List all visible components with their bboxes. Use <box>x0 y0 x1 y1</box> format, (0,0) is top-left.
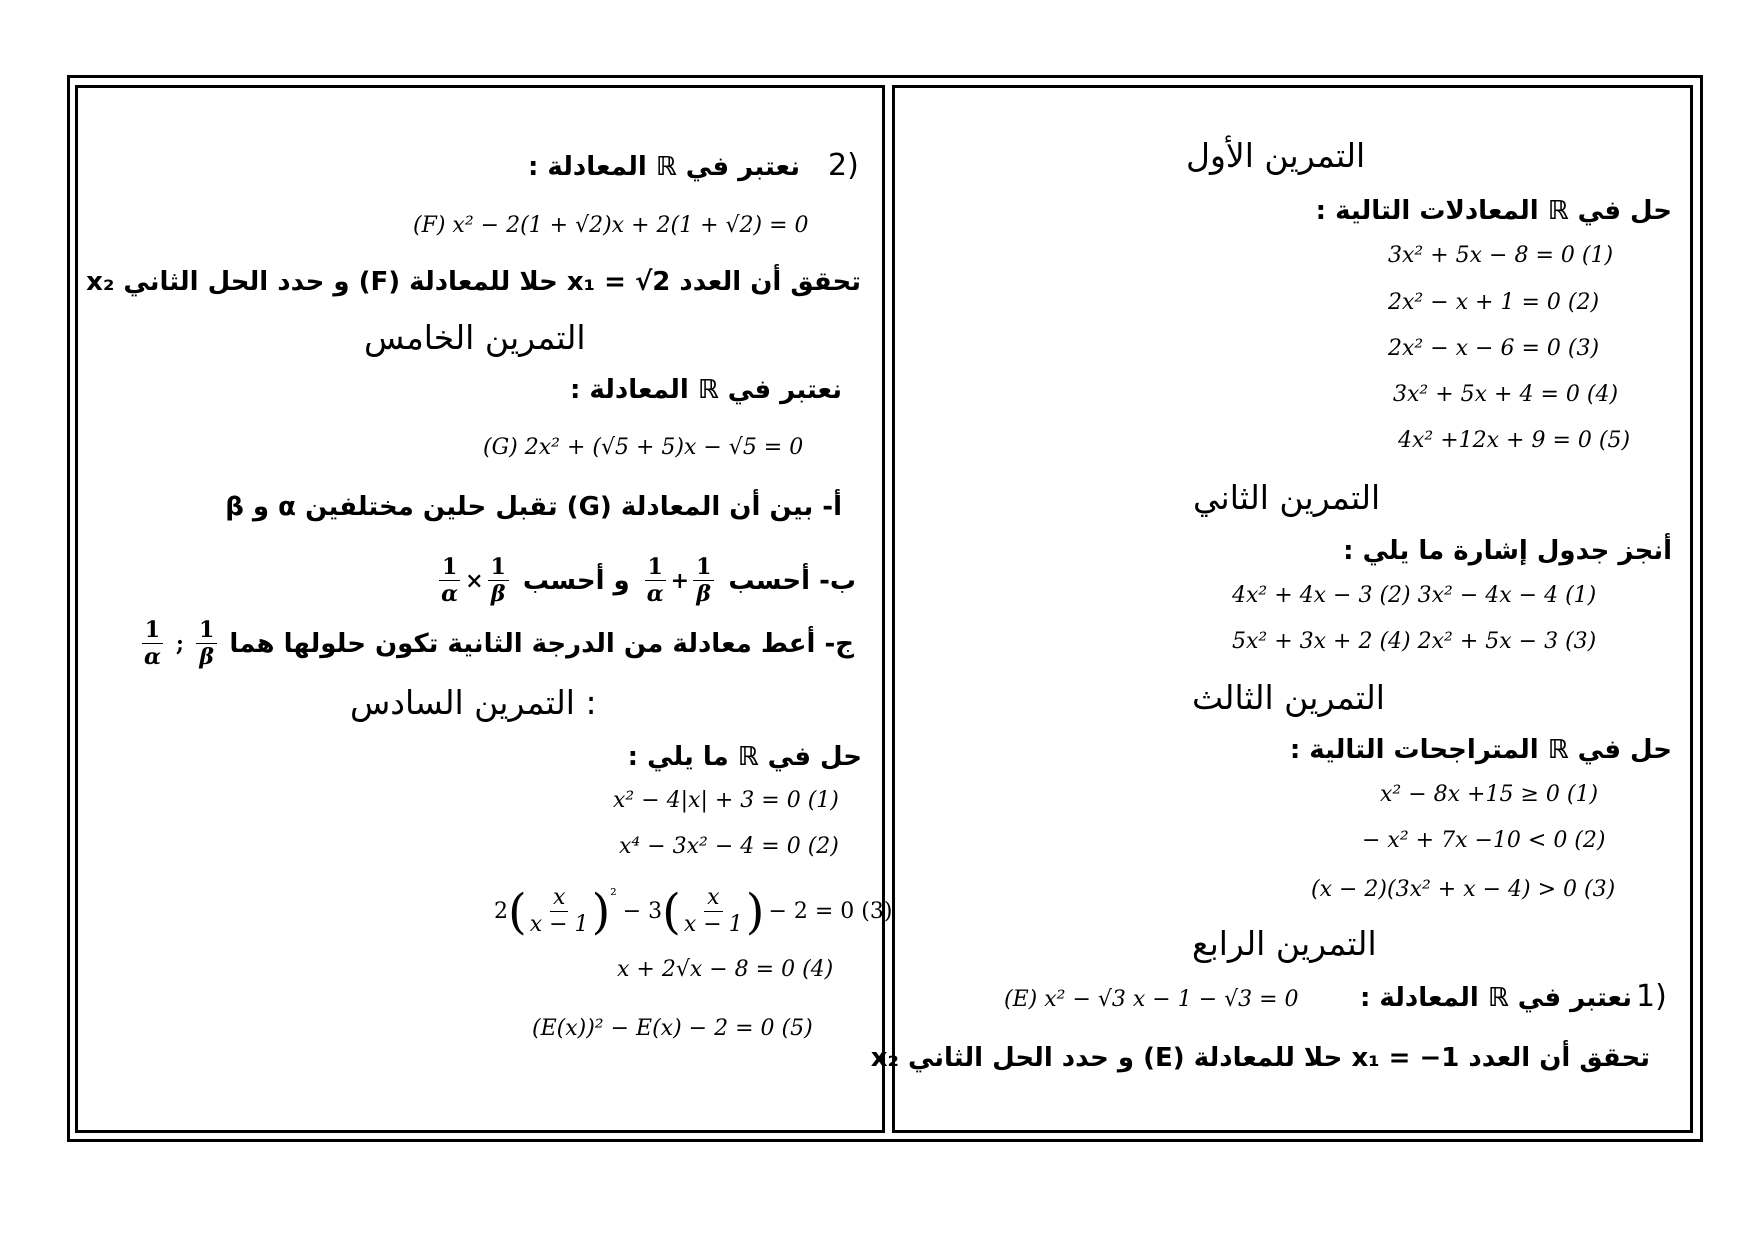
exercise-1-equation-1: 3x² + 5x − 8 = 0 (1) <box>1388 243 1614 268</box>
fraction-x-over-x-minus-1: $\frac{x}{x - 1}$ <box>683 885 743 937</box>
exercise-6-instruction: حل في ℝ ما يلي : <box>627 742 862 772</box>
exercise-4-title: التمرين الرابع <box>1192 924 1377 963</box>
exercise-1-equation-3: 2x² − x − 6 = 0 (3) <box>1388 336 1600 361</box>
roots-reciprocals: $\frac{1}{\alpha}$ ; $\frac{1}{\beta}$ <box>141 617 217 670</box>
exercise-4-part-2-equation: (F) x² − 2(1 + √2)x + 2(1 + √2) = 0 <box>413 213 809 238</box>
fraction-one-over-alpha: $\frac{1}{\alpha}$ <box>644 554 667 607</box>
exercise-1-equation-5: 4x² +12x + 9 = 0 (5) <box>1398 428 1631 453</box>
exercise-4-part-2-verify-text: تحقق أن العدد x₁ = √2 حلا للمعادلة (F) و حدد الحل الثاني x₂ <box>86 267 861 297</box>
exercise-1-equation-2: 2x² − x + 1 = 0 (2) <box>1388 290 1600 315</box>
exercise-6-equation-4: x + 2√x − 8 = 0 (4) <box>617 957 834 982</box>
exercise-2-instruction: أنجز جدول إشارة ما يلي : <box>1343 536 1672 566</box>
part-b-label: ب- أحسب <box>728 565 856 596</box>
exercise-3-inequality-3: (x − 2)(3x² + x − 4) > 0 (3) <box>1311 877 1616 902</box>
exercise-4-part-1-number: 1) <box>1636 979 1667 1014</box>
exercise-3-instruction: حل في ℝ المتراجحات التالية : <box>1289 735 1672 765</box>
exercise-4-verify-text: تحقق أن العدد x₁ = −1 حلا للمعادلة (E) و حدد الحل الثاني x₂ <box>870 1043 1650 1073</box>
exercise-3-title: التمرين الثالث <box>1192 678 1385 717</box>
exercise-6-equation-3: 2 ( $\frac{x}{x - 1}$ ) ² − 3 ( $\frac{x}{x - 1}$ ) − 2 = 0 (3) <box>494 883 893 940</box>
exercise-4-statement: نعتبر في ℝ المعادلة : <box>1359 983 1632 1013</box>
exercise-6-equation-5: (E(x))² − E(x) − 2 = 0 (5) <box>532 1016 813 1041</box>
exercise-5-part-c <box>141 617 854 670</box>
exercise-2-title: التمرين الثاني <box>1193 478 1381 517</box>
exercise-5-statement: نعتبر في ℝ المعادلة : <box>569 375 842 405</box>
exercise-6-equation-2: x⁴ − 3x² − 4 = 0 (2) <box>619 834 839 859</box>
exercise-5-equation: (G) 2x² + (√5 + 5)x − √5 = 0 <box>483 435 804 460</box>
exercise-6-equation-1: x² − 4|x| + 3 = 0 (1) <box>613 788 839 813</box>
part-b-connector: و أحسب <box>522 565 630 596</box>
exercise-2-row-1: 4x² + 4x − 3 (2) 3x² − 4x − 4 (1) <box>1232 583 1597 608</box>
exercise-3-inequality-1: x² − 8x +15 ≥ 0 (1) <box>1380 782 1599 807</box>
fraction-one-over-beta: $\frac{1}{\beta}$ <box>488 554 509 607</box>
fraction-one-over-beta: $\frac{1}{\beta}$ <box>196 617 217 670</box>
exercise-4-part-2-statement: نعتبر في ℝ المعادلة : <box>527 152 800 182</box>
exercise-6-title: التمرين السادس : <box>350 683 597 722</box>
reciprocal-product: $\frac{1}{\alpha}$ × $\frac{1}{\beta}$ <box>438 554 509 607</box>
exercise-4-equation: (E) x² − √3 x − 1 − √3 = 0 <box>1004 987 1299 1012</box>
fraction-one-over-beta: $\frac{1}{\beta}$ <box>693 554 714 607</box>
fraction-one-over-alpha: $\frac{1}{\alpha}$ <box>141 617 164 670</box>
exercise-1-equation-4: 3x² + 5x + 4 = 0 (4) <box>1393 382 1619 407</box>
exercise-1-title: التمرين الأول <box>1186 136 1366 175</box>
exercise-1-instruction: حل في ℝ المعادلات التالية : <box>1315 196 1672 226</box>
exercise-4-part-2-number: 2) <box>828 148 859 183</box>
fraction-one-over-alpha: $\frac{1}{\alpha}$ <box>438 554 461 607</box>
exercise-5-title: التمرين الخامس <box>364 318 586 357</box>
part-c-label: ج- أعط معادلة من الدرجة الثانية تكون حلولها هما <box>229 628 854 659</box>
exercise-5-part-b <box>438 554 856 607</box>
reciprocal-sum: $\frac{1}{\alpha}$ + $\frac{1}{\beta}$ <box>644 554 715 607</box>
fraction-x-over-x-minus-1: $\frac{x}{x - 1}$ <box>529 885 589 937</box>
exercise-2-row-2: 5x² + 3x + 2 (4) 2x² + 5x − 3 (3) <box>1232 629 1597 654</box>
exercise-3-inequality-2: − x² + 7x −10 < 0 (2) <box>1362 828 1606 853</box>
exercise-5-part-a: أ- بين أن المعادلة (G) تقبل حلين مختلفين α و β <box>225 492 842 522</box>
